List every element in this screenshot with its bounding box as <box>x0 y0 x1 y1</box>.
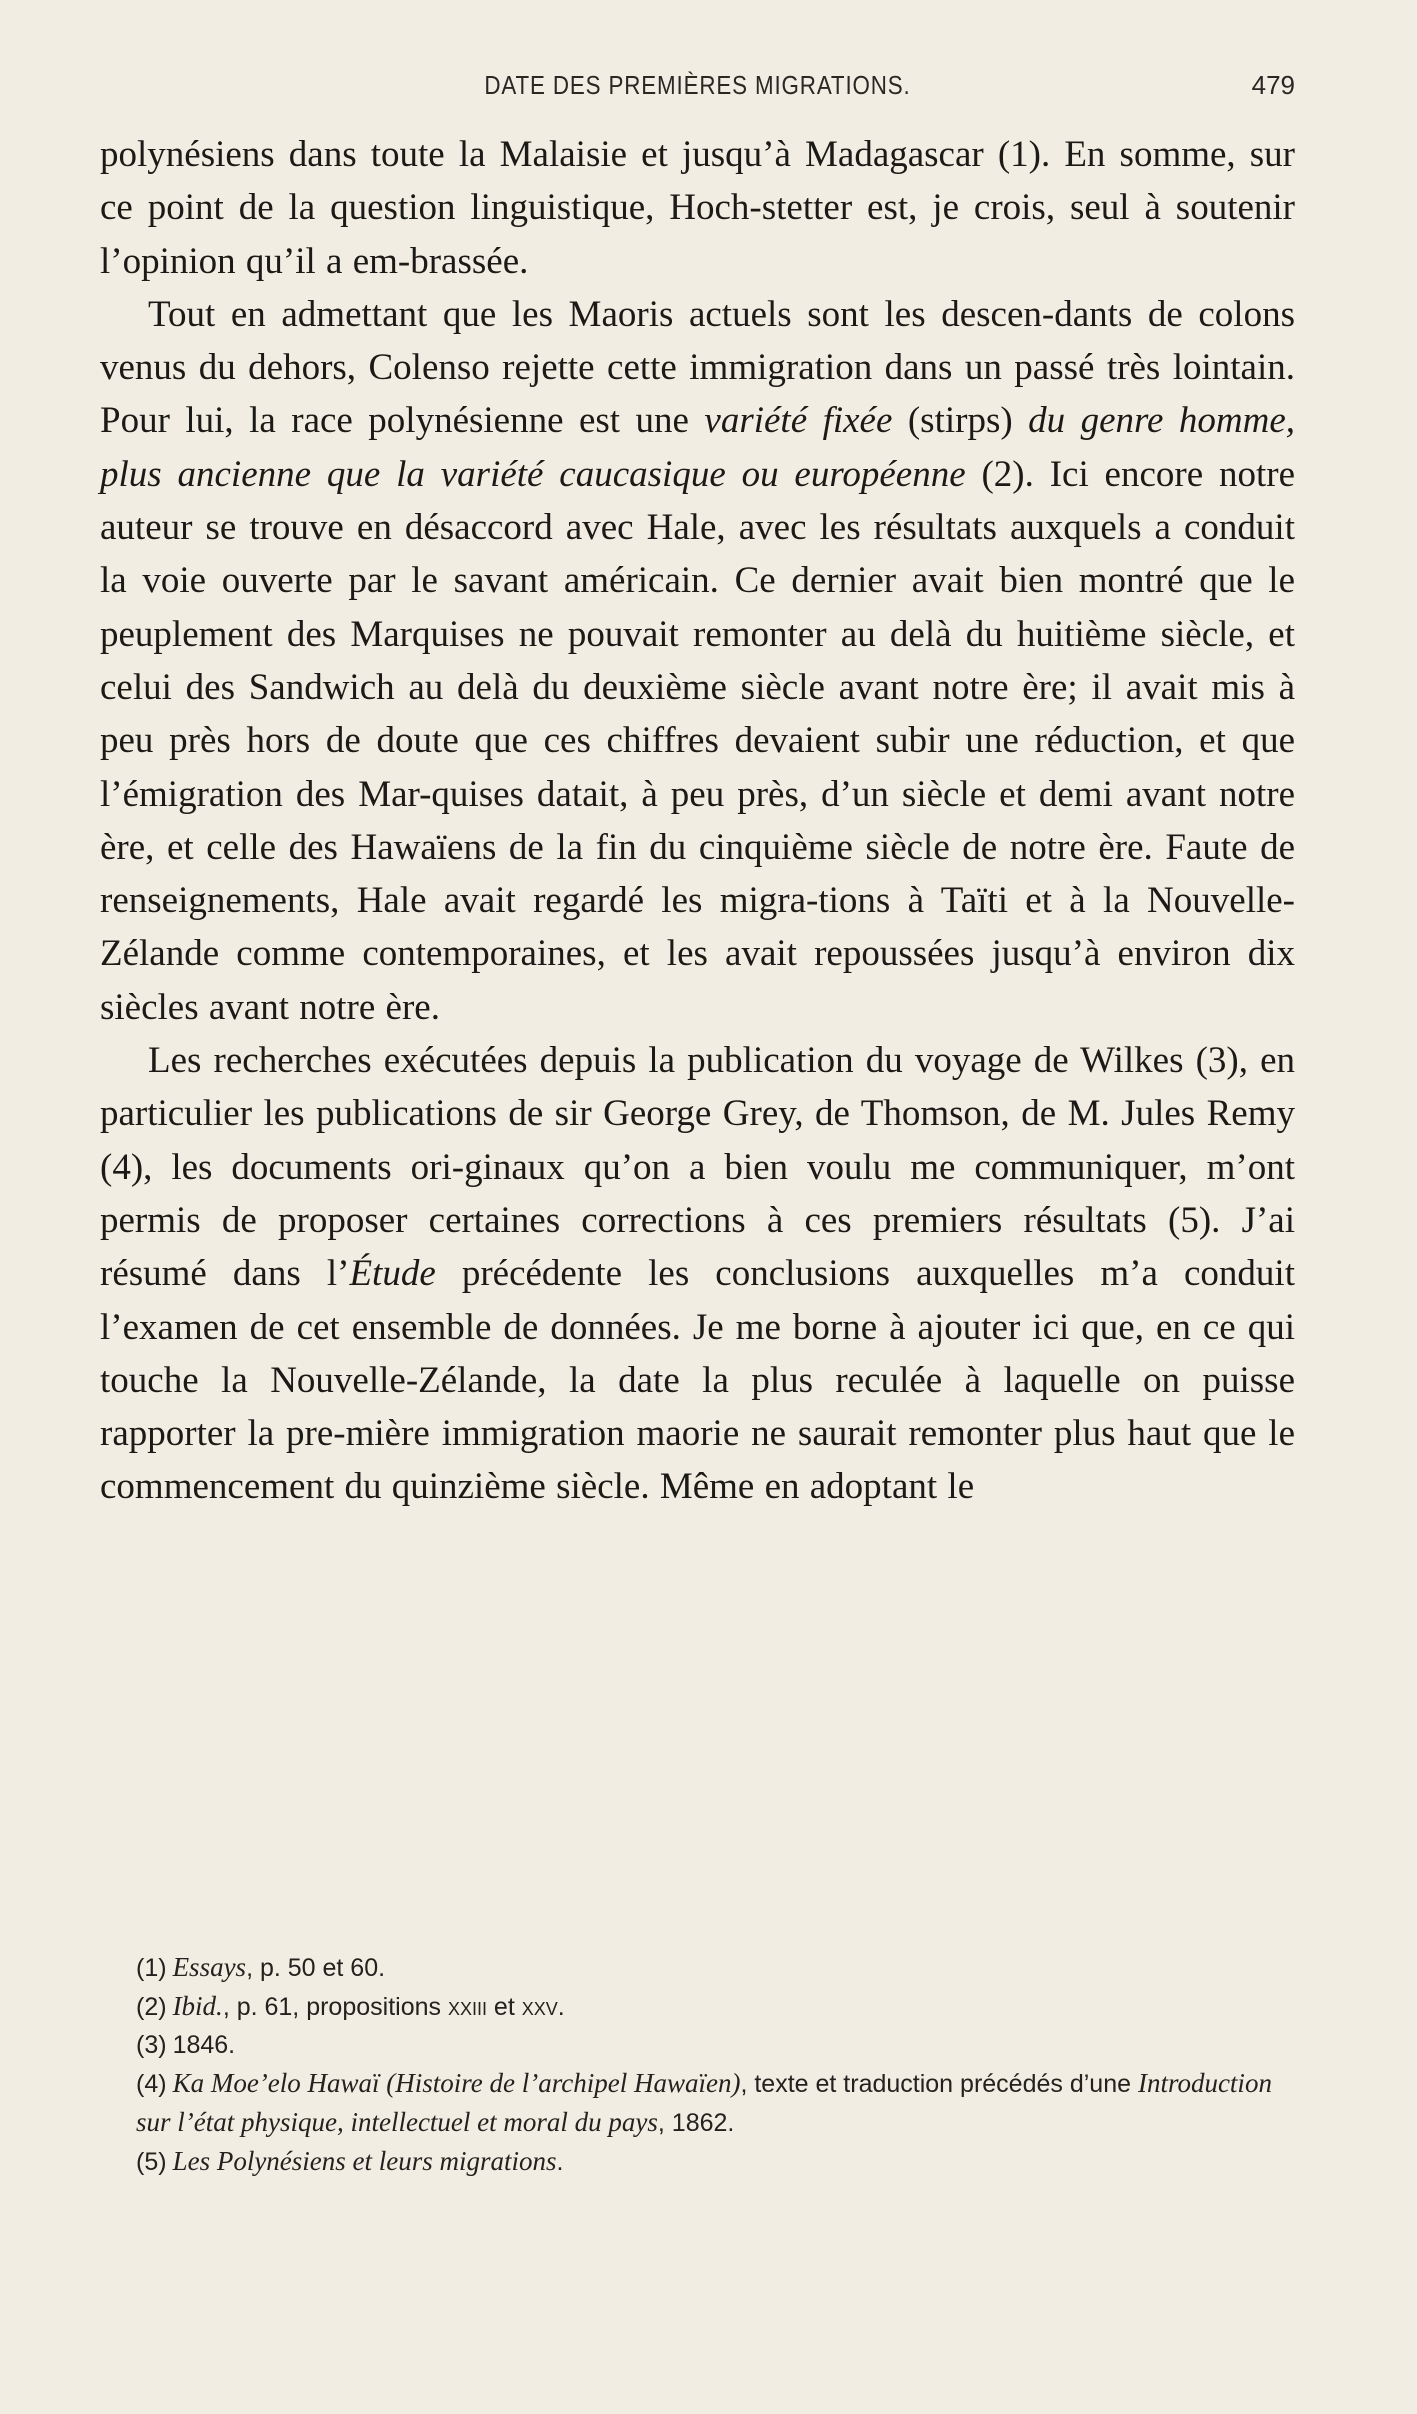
footnote-number: (4) <box>136 2070 167 2098</box>
footnote-5 <box>100 2142 1295 2181</box>
body-text <box>100 128 1295 1514</box>
footnote-text: , 1862. <box>657 2109 735 2137</box>
footnote-roman: xxiii <box>447 1993 487 2021</box>
paragraph-2-text-b: (stirps) <box>892 400 1029 442</box>
paragraph-2-text-a: Tout en admettant que les Maoris actuels sont les descen-dants de colons venus du dehors, Colenso rejette cette immigration dans un passé très lointain. Pour lui, la race polynésienne est une <box>100 293 1295 442</box>
paragraph-3-text-a: Les recherches exécutées depuis la publication du voyage de Wilkes (3), en particulier les publications de sir George Grey, de Thomson, de M. Jules Remy (4), les documents ori-ginaux qu’on a bien voulu me communiquer, m’ont permis de proposer certaines corrections à ces premiers résultats (5). J’ai résumé dans l’ <box>100 1040 1295 1295</box>
paragraph-2-italic-a: variété fixée <box>704 400 893 442</box>
footnote-number: (1) <box>136 1954 167 1982</box>
paragraph-2 <box>100 288 1295 1034</box>
paragraph-2-italic-b: du genre homme, plus ancienne que la variété caucasique ou européenne <box>100 400 1296 495</box>
footnote-number: (5) <box>136 2148 167 2176</box>
footnote-title: Introduction sur l’état physique, intellectuel et moral du pays <box>136 2068 1272 2137</box>
footnote-text: , texte et traduction précédés d’une <box>740 2070 1138 2098</box>
footnote-title: Ibid. <box>172 1991 223 2021</box>
footnote-3 <box>100 2026 1295 2064</box>
paragraph-1-text: polynésiens dans toute la Malaisie et jusqu’à Madagascar (1). En somme, sur ce point de la question linguistique, Hoch-stetter est, je crois, seul à soutenir l’opinion qu’il a em-brassée. <box>100 134 1295 282</box>
footnote-1 <box>100 1948 1295 1987</box>
page-number: 479 <box>1251 70 1295 100</box>
paragraph-1 <box>100 128 1295 288</box>
footnote-4 <box>100 2064 1295 2142</box>
page-header <box>100 70 1295 110</box>
footnote-text: . <box>557 1993 565 2021</box>
running-title: DATE DES PREMIÈRES MIGRATIONS. <box>484 70 911 100</box>
footnote-title: Ka Moe’elo Hawaï (Histoire de l’archipel Hawaïen) <box>172 2068 741 2098</box>
paragraph-2-text-c: (2). Ici encore notre auteur se trouve en désaccord avec Hale, avec les résultats auxquels a conduit la voie ouverte par le savant américain. Ce dernier avait bien montré que le peuplement des Marquises ne pouvait remonter au delà du huitième siècle, et celui des Sandwich au delà du deuxième siècle avant notre ère; il avait mis à peu près hors de doute que ces chiffres devaient subir une réduction, et que l’émigration des Mar-quises datait, à peu près, d’un siècle et demi avant notre ère, et celle des Hawaïens de la fin du cinquième siècle de notre ère. Faute de renseignements, Hale avait regardé les migra-tions à Taïti et à la Nouvelle-Zélande comme contemporaines, et les avait repoussées jusqu’à environ dix siècles avant notre ère. <box>100 453 1295 1028</box>
footnote-number: (2) <box>136 1993 167 2021</box>
paragraph-3 <box>100 1034 1295 1514</box>
paragraph-3-text-b: précédente les conclusions auxquelles m’a conduit l’examen de cet ensemble de données. Je me borne à ajouter ici que, en ce qui touche la Nouvelle-Zélande, la date la plus reculée à laquelle on puisse rapporter la pre-mière immigration maorie ne saurait remonter plus haut que le commencement du quinzième siècle. Même en adoptant le <box>100 1253 1295 1508</box>
footnote-2 <box>100 1987 1295 2026</box>
footnote-text: , p. 50 et 60. <box>246 1954 386 1982</box>
footnote-roman: xxv <box>521 1993 558 2021</box>
footnotes <box>100 1948 1295 2181</box>
footnote-title: Les Polynésiens et leurs migrations <box>172 2146 557 2176</box>
footnote-title: Essays <box>172 1952 247 1982</box>
footnote-text: . <box>556 2148 564 2176</box>
footnote-number: (3) <box>136 2031 167 2059</box>
footnote-text: , p. 61, propositions <box>222 1993 442 2021</box>
footnote-text: et <box>486 1993 522 2021</box>
paragraph-3-italic: Étude <box>349 1253 436 1295</box>
footnote-text: 1846. <box>172 2031 236 2059</box>
